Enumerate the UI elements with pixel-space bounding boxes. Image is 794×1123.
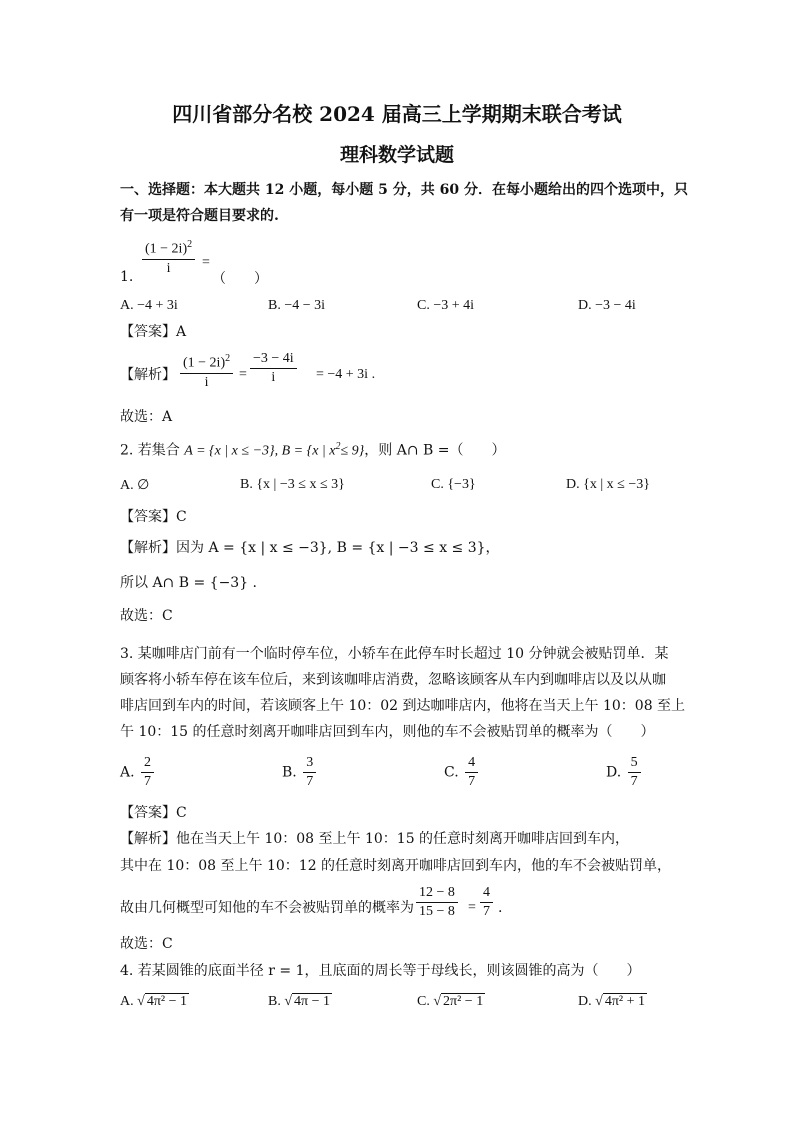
option-d: D. {x | x ≤ −3} xyxy=(566,477,650,492)
section-heading-line2: 有一项是符合题目要求的. xyxy=(120,208,279,224)
fraction: $\frac{-3 - 4i}{i}$ xyxy=(250,350,297,387)
section-heading-line1: 一、选择题：本大题共 12 小题，每小题 5 分，共 60 分．在每小题给出的四个选项中，只 xyxy=(120,182,688,198)
exam-subtitle: 理科数学试题 xyxy=(339,144,454,166)
answer-blank: （ ） xyxy=(212,271,268,287)
question-4: 4. 若某圆锥的底面半径 r = 1，且底面的周长等于母线长，则该圆锥的高为（ ） xyxy=(120,963,641,979)
question-number: 1. xyxy=(120,269,134,285)
analysis-line: 【解析】他在当天上午 10：08 至上午 10：15 的任意时刻离开咖啡店回到车内， xyxy=(120,831,630,847)
option-b: B. {x | −3 ≤ x ≤ 3} xyxy=(240,477,345,492)
option-a: A. √ 4π² − 1 xyxy=(120,994,187,1009)
analysis-line: 【解析】因为 A = {x | x ≤ −3}, B = {x | −3 ≤ x ≤ 3}， xyxy=(120,540,500,556)
option-b: B. −4 − 3i xyxy=(268,298,326,313)
choose-line: 故选：C xyxy=(120,936,173,952)
question-3-line2: 顾客将小轿车停在该车位后，来到该咖啡店消费，忽略该顾客从车内到咖啡店以及以从咖 xyxy=(120,672,666,688)
option-c: C. $\frac{4}{7}$ xyxy=(444,754,480,791)
fraction: $\frac{4}{7}$ xyxy=(480,884,493,921)
analysis-line: 其中在 10：08 至上午 10：12 的任意时刻离开咖啡店回到车内，他的车不会被贴罚单， xyxy=(120,858,672,874)
option-b: B. $\frac{3}{7}$ xyxy=(282,754,318,791)
answer-line: 【答案】A xyxy=(120,324,187,340)
answer-line: 【答案】C xyxy=(120,805,187,821)
option-c: C. √ 2π² − 1 xyxy=(417,994,484,1009)
option-d: D. √ 4π² + 1 xyxy=(578,994,645,1009)
option-d: D. $\frac{5}{7}$ xyxy=(606,754,643,791)
document-page: 四川省部分名校 2024 届高三上学期期末联合考试 理科数学试题 一、选择题：本大题共 12 小题，每小题 5 分，共 60 分．在每小题给出的四个选项中，只 有一项是符合题目要求的. 1. $\frac{(1 - 2i)^2}{i}$ = （ ） A. −4 + 3i B. −4 − 3i C. −3 + 4i D. −3 − 4i 【答案】A 【解析】 $\frac{(1 - 2i)^2}{i}$ = $\frac{-3 - 4i}{i}$ = −4 + 3i . 故选：A 2. 若集合 A = {x | x ≤ −3}, B = {x | $x^2\le 9$}，则 A∩ B =（ ） A. ∅ B. {x | −3 ≤ x ≤ 3} C. {−3} D. {x | x ≤ −3} 【答案】C 【解析】因为 A = {x | x ≤ −3}, B = {x | −3 ≤ x ≤ 3}， 所以 A∩ B = {−3} . 故选：C 3. 某咖啡店门前有一个临时停车位，小轿车在此停车时长超过 10 分钟就会被贴罚单．某 顾客将小轿车停在该车位后，来到该咖啡店消费，忽略该顾客从车内到咖啡店以及以从咖 啡店回到车内的时间，若该顾客上午 10：02 到达咖啡店内，他将在当天上午 10：08 至上 午 10：15 的任意时刻离开咖啡店回到车内，则他的车不会被贴罚单的概率为（ ） A. $\frac{2}{7}$ B. $\frac{3}{7}$ C. $\frac{4}{7}$ D. $\frac{5}{7}$ 【答案】C 【解析】他在当天上午 10：08 至上午 10：15 的任意时刻离开咖啡店回到车内， 其中在 10：08 至上午 10：12 的任意时刻离开咖啡店回到车内，他的车不会被贴罚单， 故由几何概型可知他的车不会被贴罚单的概率为 $\frac{12 - 8}{15 - 8}$ = $\frac{4}{7}$ . 故选：C 4. 若某圆锥的底面半径 r = 1，且底面的周长等于母线长，则该圆锥的高为（ ） A. √ 4π² − 1 B. √ 4π − 1 C. √ 2π² − 1 D. √ 4π² + 1 xyxy=(0,0,794,1123)
question-3-line4: 午 10：15 的任意时刻离开咖啡店回到车内，则他的车不会被贴罚单的概率为（ ） xyxy=(120,724,655,740)
option-a: A. ∅ xyxy=(120,478,150,493)
option-a: A. −4 + 3i xyxy=(120,298,178,313)
fraction: $\frac{(1 - 2i)^2}{i}$ xyxy=(142,236,195,278)
fraction: $\frac{12 - 8}{15 - 8}$ xyxy=(416,884,458,921)
question-2: 2. 若集合 A = {x | x ≤ −3}, B = {x | $x^2\le 9$}，则 A∩ B =（ ） xyxy=(120,441,506,459)
choose-line: 故选：C xyxy=(120,608,173,624)
option-c: C. −3 + 4i xyxy=(417,298,475,313)
option-b: B. √ 4π − 1 xyxy=(268,994,330,1009)
fraction: $\frac{(1 - 2i)^2}{i}$ xyxy=(180,350,233,392)
choose-line: 故选：A xyxy=(120,409,173,425)
answer-line: 【答案】C xyxy=(120,509,187,525)
option-c: C. {−3} xyxy=(431,477,476,492)
question-3-line1: 3. 某咖啡店门前有一个临时停车位，小轿车在此停车时长超过 10 分钟就会被贴罚单．某 xyxy=(120,646,669,662)
option-d: D. −3 − 4i xyxy=(578,298,636,313)
analysis-line: 所以 A∩ B = {−3} . xyxy=(120,575,258,591)
exam-title: 四川省部分名校 2024 届高三上学期期末联合考试 xyxy=(172,102,622,126)
question-3-line3: 啡店回到车内的时间，若该顾客上午 10：02 到达咖啡店内，他将在当天上午 10：08 至上 xyxy=(120,698,686,714)
option-a: A. $\frac{2}{7}$ xyxy=(120,754,156,791)
